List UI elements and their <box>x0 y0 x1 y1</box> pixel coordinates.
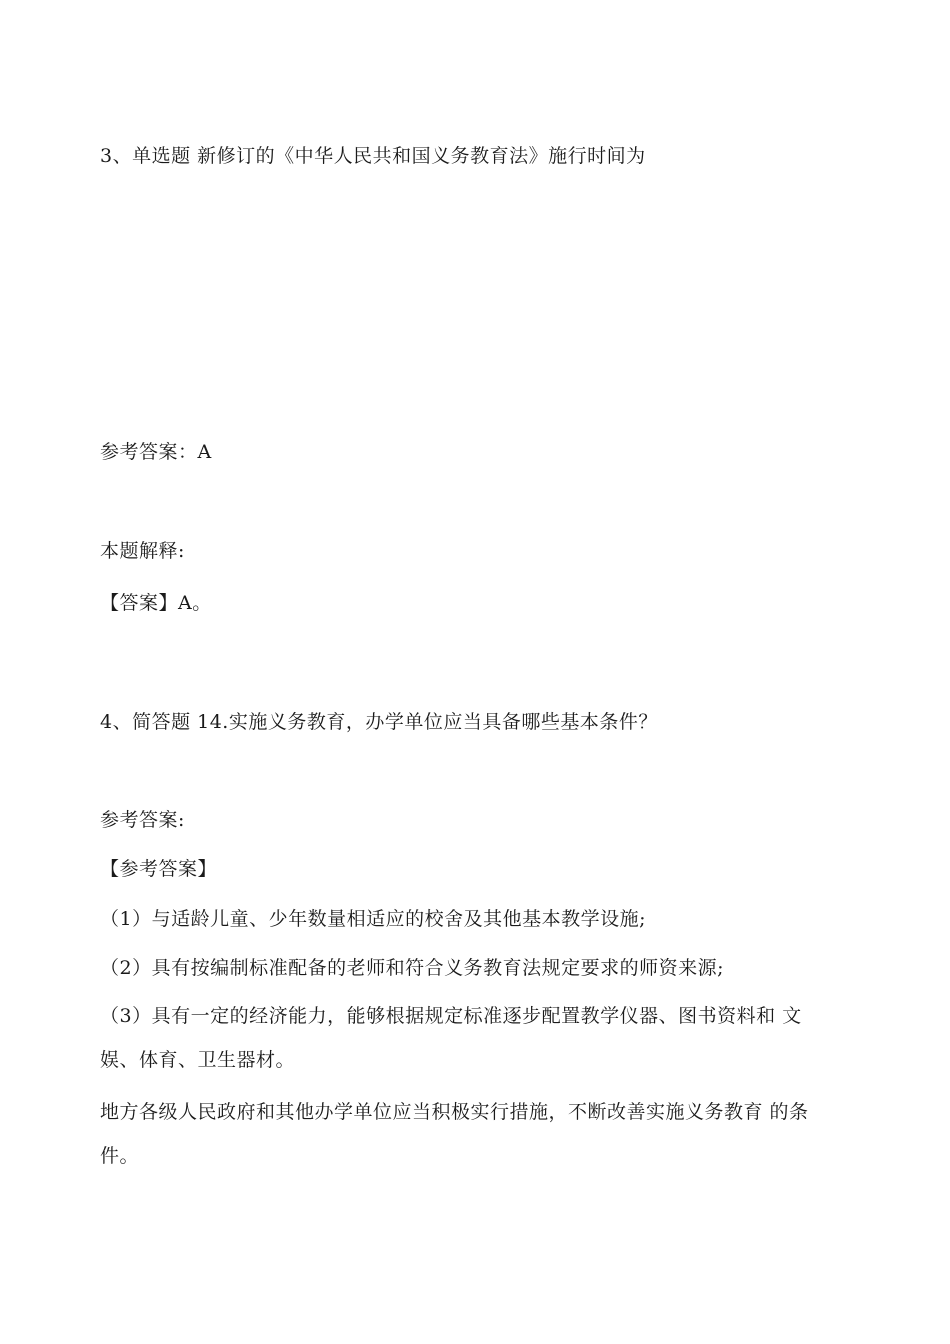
question-4-answer-title: 【参考答案】 <box>100 858 218 880</box>
question-4-item-1: （1）与适龄儿童、少年数量相适应的校舍及其他基本教学设施; <box>100 908 646 930</box>
question-3-explanation-text: 【答案】A。 <box>100 592 212 614</box>
question-4-header: 4、简答题 14.实施义务教育，办学单位应当具备哪些基本条件？ <box>100 711 658 733</box>
question-4-item-2: （2）具有按编制标准配备的老师和符合义务教育法规定要求的师资来源; <box>100 957 724 979</box>
question-4-answer-label: 参考答案: <box>100 809 185 831</box>
question-3-answer: 参考答案：A <box>100 441 212 463</box>
question-3-header: 3、单选题 新修订的《中华人民共和国义务教育法》施行时间为 <box>100 145 646 167</box>
question-3-explanation-label: 本题解释: <box>100 540 185 562</box>
question-4-closing: 地方各级人民政府和其他办学单位应当积极实行措施，不断改善实施义务教育 的条件。 <box>100 1101 809 1167</box>
question-4-item-3: （3）具有一定的经济能力，能够根据规定标准逐步配置教学仪器、图书资料和 文娱、体育、卫生器材。 <box>100 1005 802 1071</box>
